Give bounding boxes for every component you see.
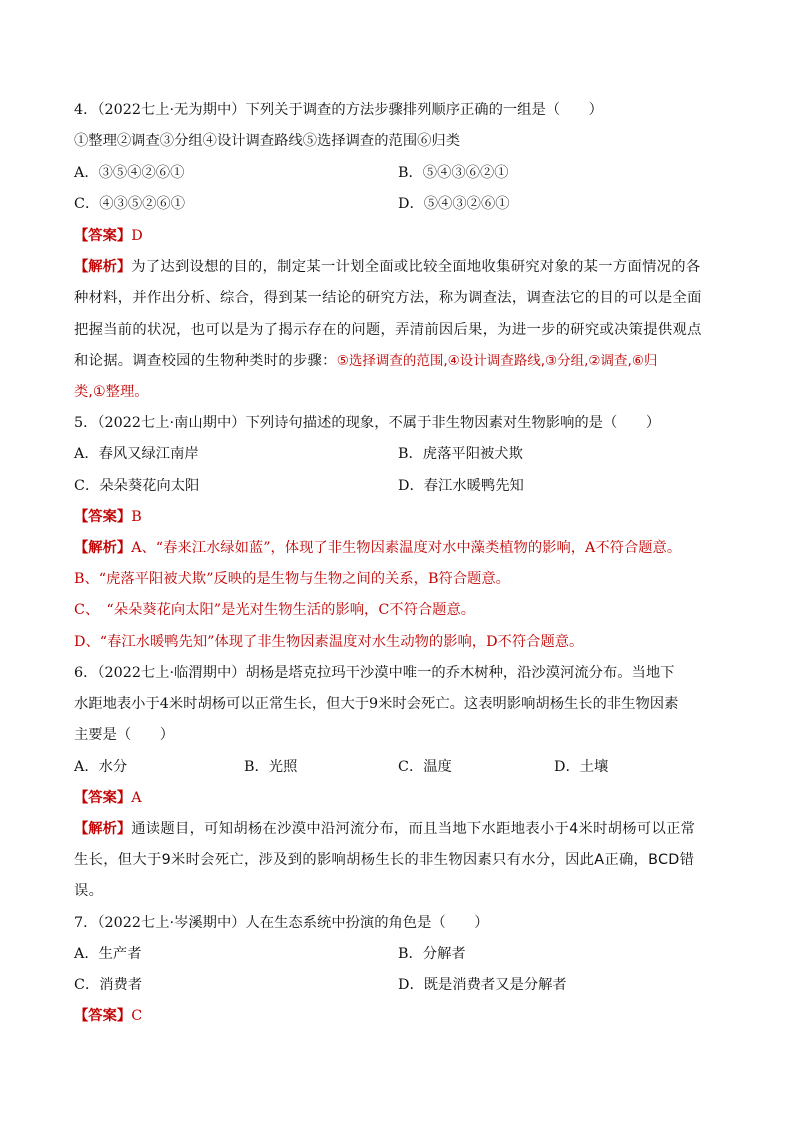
- answer-value: B: [131, 509, 142, 525]
- q4-option-d: D．⑤④③②⑥①: [398, 196, 510, 212]
- q6-analysis-line-1: 【解析】通读题目，可知胡杨在沙漠中沿河流分布，而且当地下水距地表小于4米时胡杨可以正常: [74, 821, 696, 837]
- q4-option-a: A．③⑤④②⑥①: [74, 165, 185, 181]
- q4-option-b: B．⑤④③⑥②①: [398, 165, 509, 181]
- analysis-label: 【解析】: [74, 540, 132, 556]
- q7-option-b: B．分解者: [398, 946, 466, 962]
- q6-option-a: A．水分: [74, 759, 128, 775]
- q5-stem: 5．（2022七上·南山期中）下列诗句描述的现象，不属于非生物因素对生物影响的是（ ）: [74, 415, 661, 431]
- analysis-label: 【解析】: [74, 259, 132, 275]
- q5-option-c: C．朵朵葵花向太阳: [74, 478, 200, 494]
- q4-analysis-line-2: 种材料，并作出分析、综合，得到某一结论的研究方法，称为调查法，调查法它的目的可以是全面: [74, 290, 702, 306]
- q6-answer: [74, 788, 142, 808]
- q4-sub: ①整理②调查③分组④设计调查路线⑤选择调查的范围⑥归类: [74, 133, 461, 149]
- q4-stem: 4．（2022七上·无为期中）下列关于调查的方法步骤排列顺序正确的一组是（ ）: [74, 102, 603, 118]
- analysis-steps-red: ⑤选择调查的范围,④设计调查路线,③分组,②调查,⑥归: [336, 353, 658, 369]
- q4-option-c: C．④③⑤②⑥①: [74, 196, 186, 212]
- q4-answer: [74, 226, 143, 246]
- answer-label: 【答案】: [74, 790, 132, 806]
- q6-stem-line-1: 6．（2022七上·临渭期中）胡杨是塔克拉玛干沙漠中唯一的乔木树种，沿沙漠河流分布。当地下: [74, 665, 675, 681]
- answer-value: C: [131, 1008, 143, 1024]
- q4-analysis-line-1: 【解析】为了达到设想的目的，制定某一计划全面或比较全面地收集研究对象的某一方面情况的各: [74, 259, 701, 275]
- q5-answer: [74, 507, 142, 527]
- q5-analysis-line-1: 【解析】A、“春来江水绿如蓝”，体现了非生物因素温度对水中藻类植物的影响，A不符合题意。: [74, 540, 682, 556]
- answer-label: 【答案】: [74, 228, 132, 244]
- q7-option-c: C．消费者: [74, 977, 143, 993]
- q5-option-d: D．春江水暖鸭先知: [398, 478, 524, 494]
- q4-analysis-line-5: 类,①整理。: [74, 384, 149, 400]
- q7-option-a: A．生产者: [74, 946, 142, 962]
- q6-stem-line-2: 水距地表小于4米时胡杨可以正常生长，但大于9米时会死亡。这表明影响胡杨生长的非生物因素: [74, 696, 679, 712]
- q6-analysis-line-2: 生长，但大于9米时会死亡，涉及到的影响胡杨生长的非生物因素只有水分，因此A正确，BCD错: [74, 852, 695, 868]
- q5-analysis-line-3: C、 “朵朵葵花向太阳”是光对生物生活的影响，C不符合题意。: [74, 602, 476, 618]
- q6-option-c: C．温度: [398, 759, 452, 775]
- q7-option-d: D．既是消费者又是分解者: [398, 977, 567, 993]
- q7-stem: 7．（2022七上·岑溪期中）人在生态系统中扮演的角色是（ ）: [74, 915, 489, 931]
- answer-value: D: [131, 228, 143, 244]
- q7-answer: [74, 1006, 142, 1026]
- q5-option-b: B．虎落平阳被犬欺: [398, 446, 523, 462]
- q4-analysis-line-4: 和论据。调查校园的生物种类时的步骤：⑤选择调查的范围,④设计调查路线,③分组,②调查,⑥归: [74, 353, 658, 369]
- q5-analysis-line-2: B、“虎落平阳被犬欺”反映的是生物与生物之间的关系，B符合题意。: [74, 571, 510, 587]
- q5-analysis-line-4: D、“春江水暖鸭先知”体现了非生物因素温度对水生动物的影响，D不符合题意。: [74, 634, 584, 650]
- q6-stem-line-3: 主要是（ ）: [74, 727, 175, 743]
- answer-label: 【答案】: [74, 1008, 132, 1024]
- q6-option-b: B．光照: [244, 759, 298, 775]
- q6-analysis-line-3: 误。: [74, 883, 104, 899]
- q4-analysis-line-3: 把握当前的状况，也可以是为了揭示存在的问题，弄清前因后果，为进一步的研究或决策提供观点: [74, 322, 702, 338]
- answer-value: A: [131, 790, 142, 806]
- analysis-label: 【解析】: [74, 821, 132, 837]
- q6-option-d: D．土壤: [554, 759, 609, 775]
- answer-label: 【答案】: [74, 509, 132, 525]
- q5-option-a: A．春风又绿江南岸: [74, 446, 199, 462]
